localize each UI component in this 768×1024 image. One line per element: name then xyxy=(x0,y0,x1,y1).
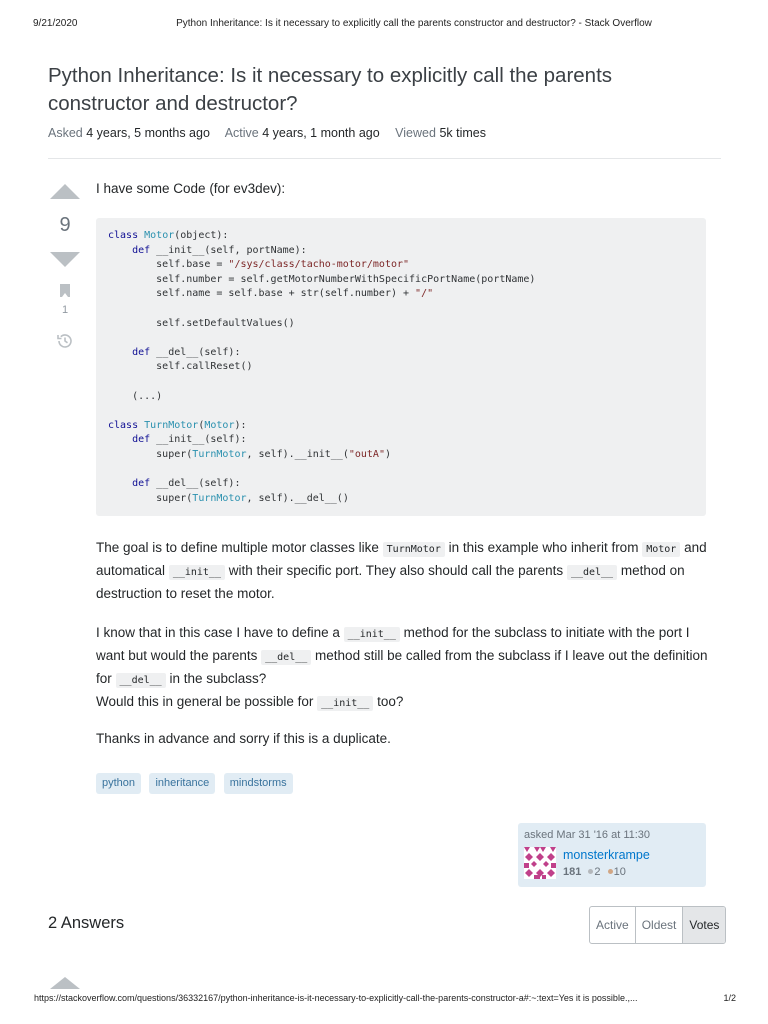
code-init-1: __init__ xyxy=(169,565,225,580)
vote-count: 9 xyxy=(59,214,71,236)
p2-text-a: I know that in this case I have to define a xyxy=(96,625,340,640)
question-intro xyxy=(96,178,706,199)
code-motor: Motor xyxy=(642,542,680,557)
user-reputation xyxy=(563,866,626,878)
code-init-3: __init__ xyxy=(317,696,373,711)
code-init-2: __init__ xyxy=(344,627,400,642)
downvote-arrow-icon[interactable] xyxy=(50,252,80,267)
active-value[interactable]: 4 years, 1 month ago xyxy=(262,126,380,140)
history-icon[interactable] xyxy=(56,332,74,350)
sort-tab-active[interactable]: Active xyxy=(590,907,636,943)
print-url: https://stackoverflow.com/questions/36332167/python-inheritance-is-it-necessary-to-explicitly-call-the-parents-constructor-a#:~:text=Yes it is possible.,... xyxy=(34,993,638,1003)
asked-date[interactable]: asked Mar 31 '16 at 11:30 xyxy=(524,829,651,841)
bronze-badge-icon xyxy=(608,869,613,874)
question-title[interactable]: Python Inheritance: Is it necessary to explicitly call the parents constructor and destructor? xyxy=(48,64,613,115)
tag-inheritance[interactable]: inheritance xyxy=(149,773,215,794)
paragraph-question xyxy=(96,622,716,714)
p1-text-e: method on destruction to reset the motor. xyxy=(96,563,685,601)
code-block xyxy=(96,218,706,516)
tag-list xyxy=(96,773,297,794)
owner-card xyxy=(518,823,706,887)
viewed-value: 5k times xyxy=(439,126,486,140)
answers-count: 2 Answers xyxy=(48,914,125,932)
bookmark-count: 1 xyxy=(61,304,69,316)
asked-value: 4 years, 5 months ago xyxy=(86,126,210,140)
p2-text-f: too? xyxy=(377,694,404,709)
p2-text-e: Would this in general be possible for xyxy=(96,694,314,709)
user-avatar-icon[interactable] xyxy=(524,847,556,879)
page-number: 1/2 xyxy=(723,993,736,1003)
silver-badge-count: 2 xyxy=(594,866,601,878)
asked-label: Asked xyxy=(48,126,83,140)
intro-text: I have some Code (for ev3dev): xyxy=(96,181,286,196)
answer-sort-tabs xyxy=(589,906,726,944)
p2-text-c: method still be called from the subclass if I leave out the definition for xyxy=(96,648,708,686)
code-turnmotor: TurnMotor xyxy=(383,542,445,557)
p2-text-d: in the subclass? xyxy=(169,671,267,686)
upvote-arrow-icon[interactable] xyxy=(50,184,80,199)
p1-text-a: The goal is to define multiple motor classes like xyxy=(96,540,379,555)
active-label: Active xyxy=(224,126,259,140)
code-del-1: __del__ xyxy=(567,565,617,580)
p2-text-b: method for the subclass to initiate with the port I want but would the parents xyxy=(96,625,690,663)
print-footer xyxy=(34,993,736,1005)
user-name[interactable]: monsterkrampe xyxy=(563,848,650,862)
tag-mindstorms[interactable]: mindstorms xyxy=(224,773,293,794)
question-meta xyxy=(48,126,498,140)
p1-text-d: with their specific port. They also should call the parents xyxy=(228,563,564,578)
p1-text-b: in this example who inherit from xyxy=(448,540,639,555)
print-date: 9/21/2020 xyxy=(33,18,78,29)
divider xyxy=(48,158,721,159)
print-title: Python Inheritance: Is it necessary to explicitly call the parents constructor and destructor? - Stack Overflow xyxy=(176,18,652,29)
code-del-3: __del__ xyxy=(116,673,166,688)
code-del-2: __del__ xyxy=(261,650,311,665)
sort-tab-votes[interactable]: Votes xyxy=(683,907,725,943)
tag-python[interactable]: python xyxy=(96,773,141,794)
answer-upvote-arrow-icon[interactable] xyxy=(50,977,80,989)
viewed-label: Viewed xyxy=(395,126,436,140)
sort-tab-oldest[interactable]: Oldest xyxy=(636,907,684,943)
bronze-badge-count: 10 xyxy=(613,866,626,878)
p1-text-c: and automatical xyxy=(96,540,707,578)
reputation-score: 181 xyxy=(563,866,582,878)
paragraph-goal xyxy=(96,537,716,604)
print-header xyxy=(28,18,740,32)
bookmark-icon[interactable] xyxy=(60,284,70,297)
paragraph-thanks: Thanks in advance and sorry if this is a duplicate. xyxy=(96,731,391,746)
code-text: class Motor(object): def __init__(self, portName): self.base = "/sys/class/tacho-motor/motor" self.number = self.getMotorNumberWithSpecificPortName(portName) self.name = self.base + str(self.number) + "/" self.setDefaultValues() def __del__(self): self.callReset() (...) class TurnMotor(Motor): def __init__(self): super(TurnMotor, self).__init__("outA") def __del__(self): super(TurnMotor, self).__del__() xyxy=(108,230,536,504)
silver-badge-icon xyxy=(588,869,593,874)
